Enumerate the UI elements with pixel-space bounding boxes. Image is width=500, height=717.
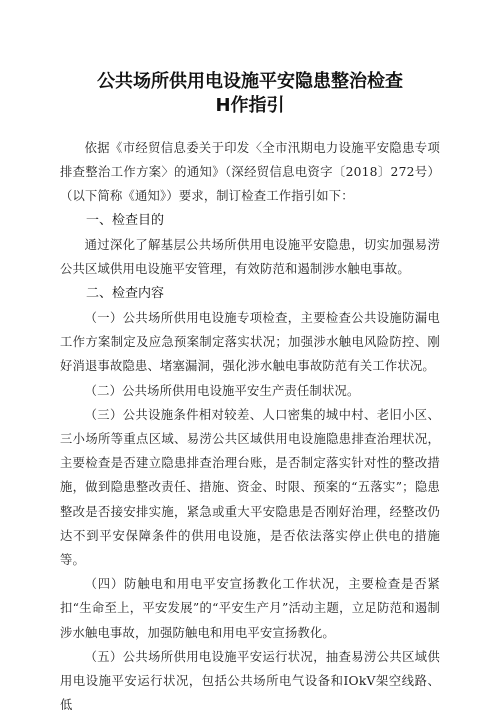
content-item-4: （四）防触电和用电平安宣扬教化工作状况，主要检查是否紧扣“生命至上，平安发展”的“平安生产月”活动主题，立足防范和遏制涉水触电事故，加强防触电和用电平安宣扬教化。 <box>60 577 440 640</box>
title-line-2: H作指引 <box>215 95 285 116</box>
content-item-3: （三）公共设施条件相对较差、人口密集的城中村、老旧小区、三小场所等重点区域、易涝公共区域供用电设施隐患排查治理状况，主要检查是否建立隐患排查治理台账，是否制定落实针对性的整改措施，做到隐患整改责任、措施、资金、时限、预案的“五落实”；隐患整改是否接安排实施，紧急或重大平安隐患是否刚好治理，经整改仍达不到平安保障条件的供用电设施，是否依法落实停止供电的措施等。 <box>60 407 440 568</box>
content-item-1: （一）公共场所供用电设施专项检查，主要检查公共设施防漏电工作方案制定及应急预案制定落实状况；加强涉水触电风险防控、刚好消退事故隐患、堵塞漏洞，强化涉水触电事故防范有关工作状况。 <box>60 311 440 374</box>
title-line-1: 公共场所供用电设施平安隐患整治检查 <box>97 71 403 92</box>
content-item-2: （二）公共场所供用电设施平安生产责任制状况。 <box>84 383 360 398</box>
document-title <box>60 70 440 118</box>
section-heading-purpose: 一、检查目的 <box>86 212 165 228</box>
content-item-5: （五）公共场所供用电设施平安运行状况，抽查易涝公共区域供用电设施平安运行状况，包括公共场所电气设备和IOkV架空线路、低 <box>60 649 440 713</box>
page-title <box>60 70 440 118</box>
purpose-paragraph: 通过深化了解基层公共场所供用电设施平安隐患，切实加强易涝公共区域供用电设施平安管理，有效防范和遏制涉水触电事故。 <box>60 238 440 277</box>
section-heading-content: 二、检查内容 <box>86 285 165 301</box>
intro-paragraph: 依据《市经贸信息委关于印发〈全市汛期电力设施平安隐患专项排查整治工作方案〉的通知》（深经贸信息电资字〔2018〕272号）（以下简称《通知》）要求，制订检查工作指引如下： <box>60 141 440 204</box>
